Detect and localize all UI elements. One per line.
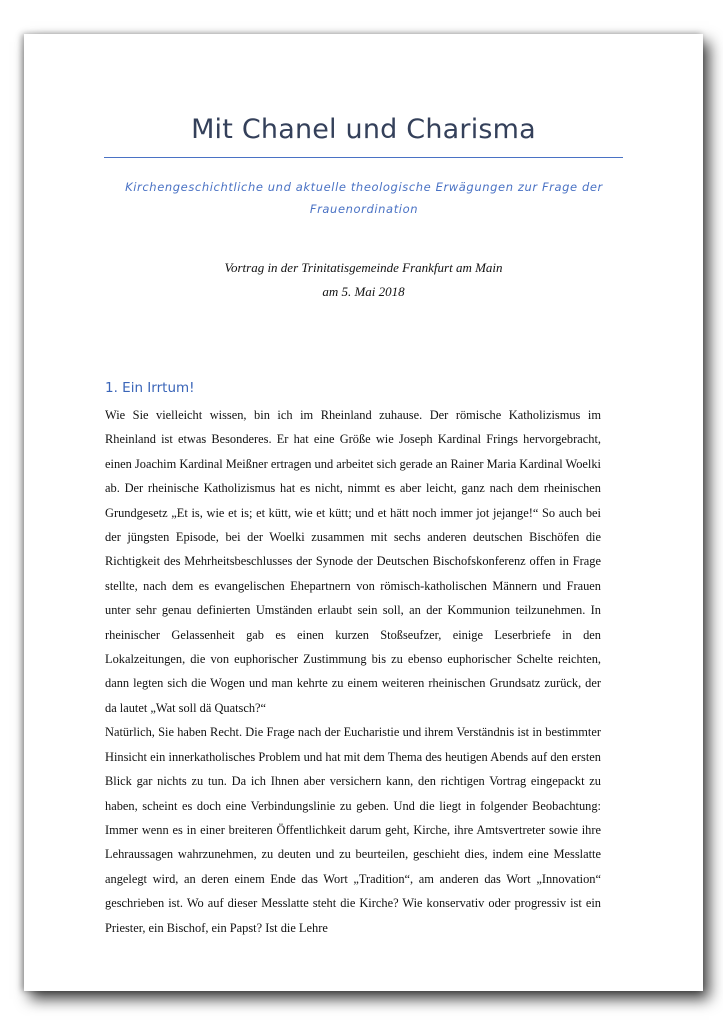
document-title: Mit Chanel und Charisma (191, 114, 536, 145)
lecture-info (24, 256, 703, 304)
body-text (105, 403, 601, 940)
lecture-venue: Vortrag in der Trinitatisgemeinde Frankfurt am Main (224, 260, 503, 275)
document-subtitle: Kirchengeschichtliche und aktuelle theologische Erwägungen zur Frage der Frauenordination (125, 180, 603, 216)
paragraph: Natürlich, Sie haben Recht. Die Frage nach der Eucharistie und ihrem Verständnis ist in bestimmter Hinsicht ein innerkatholisches Problem und hat mit dem Thema des heutigen Abends auf den ersten Blick gar nichts zu tun. Da ich Ihnen aber versichern kann, den richtigen Vortrag eingepackt zu haben, scheint es doch eine Verbindungslinie zu geben. Und die liegt in folgender Beobachtung: Immer wenn es in einer breiteren Öffentlichkeit darum geht, Kirche, ihre Amtsvertreter sowie ihre Lehraussagen wahrzunehmen, zu deuten und zu beurteilen, geschieht dies, indem eine Messlatte angelegt wird, an deren einem Ende das Wort „Tradition“, am anderen das Wort „Innovation“ geschrieben ist. Wo auf dieser Messlatte steht die Kirche? Wie konservativ oder progressiv ist ein Priester, ein Bischof, ein Papst? Ist die Lehre (105, 725, 601, 935)
section-heading: 1. Ein Irrtum! (105, 380, 195, 396)
paragraph: Wie Sie vielleicht wissen, bin ich im Rheinland zuhause. Der römische Katholizismus im Rheinland ist etwas Besonderes. Er hat eine Größe wie Joseph Kardinal Frings hervorgebracht, einen Joachim Kardinal Meißner ertragen und arbeitet sich gerade an Rainer Maria Kardinal Woelki ab. Der rheinische Katholizismus hat es nicht, nimmt es aber leicht, ganz nach dem rheinischen Grundgesetz „Et is, wie et is; et kütt, wie et kütt; und et hätt noch immer jot jejange!“ So auch bei der jüngsten Episode, bei der Woelki zusammen mit sechs anderen deutschen Bischöfen die Richtigkeit des Mehrheitsbeschlusses der Synode der Deutschen Bischofskonferenz offen in Frage stellte, nach dem es evangelischen Ehepartnern von römisch-katholischen Männern und Frauen unter sehr genau definierten Umständen erlaubt sein soll, an der Kommunion teilzunehmen. In rheinischer Gelassenheit gab es einen kurzen Stoßseufzer, einige Leserbriefe in den Lokalzeitungen, die von euphorischer Zustimmung bis zu ebenso euphorischer Schelte reichten, dann legten sich die Wogen und man kehrte zu einem weiteren rheinischen Grundsatz zurück, der da lautet „Wat soll dä Quatsch?“ (105, 408, 601, 715)
lecture-date: am 5. Mai 2018 (322, 284, 405, 299)
title-divider (104, 157, 623, 158)
document-page (24, 34, 703, 991)
